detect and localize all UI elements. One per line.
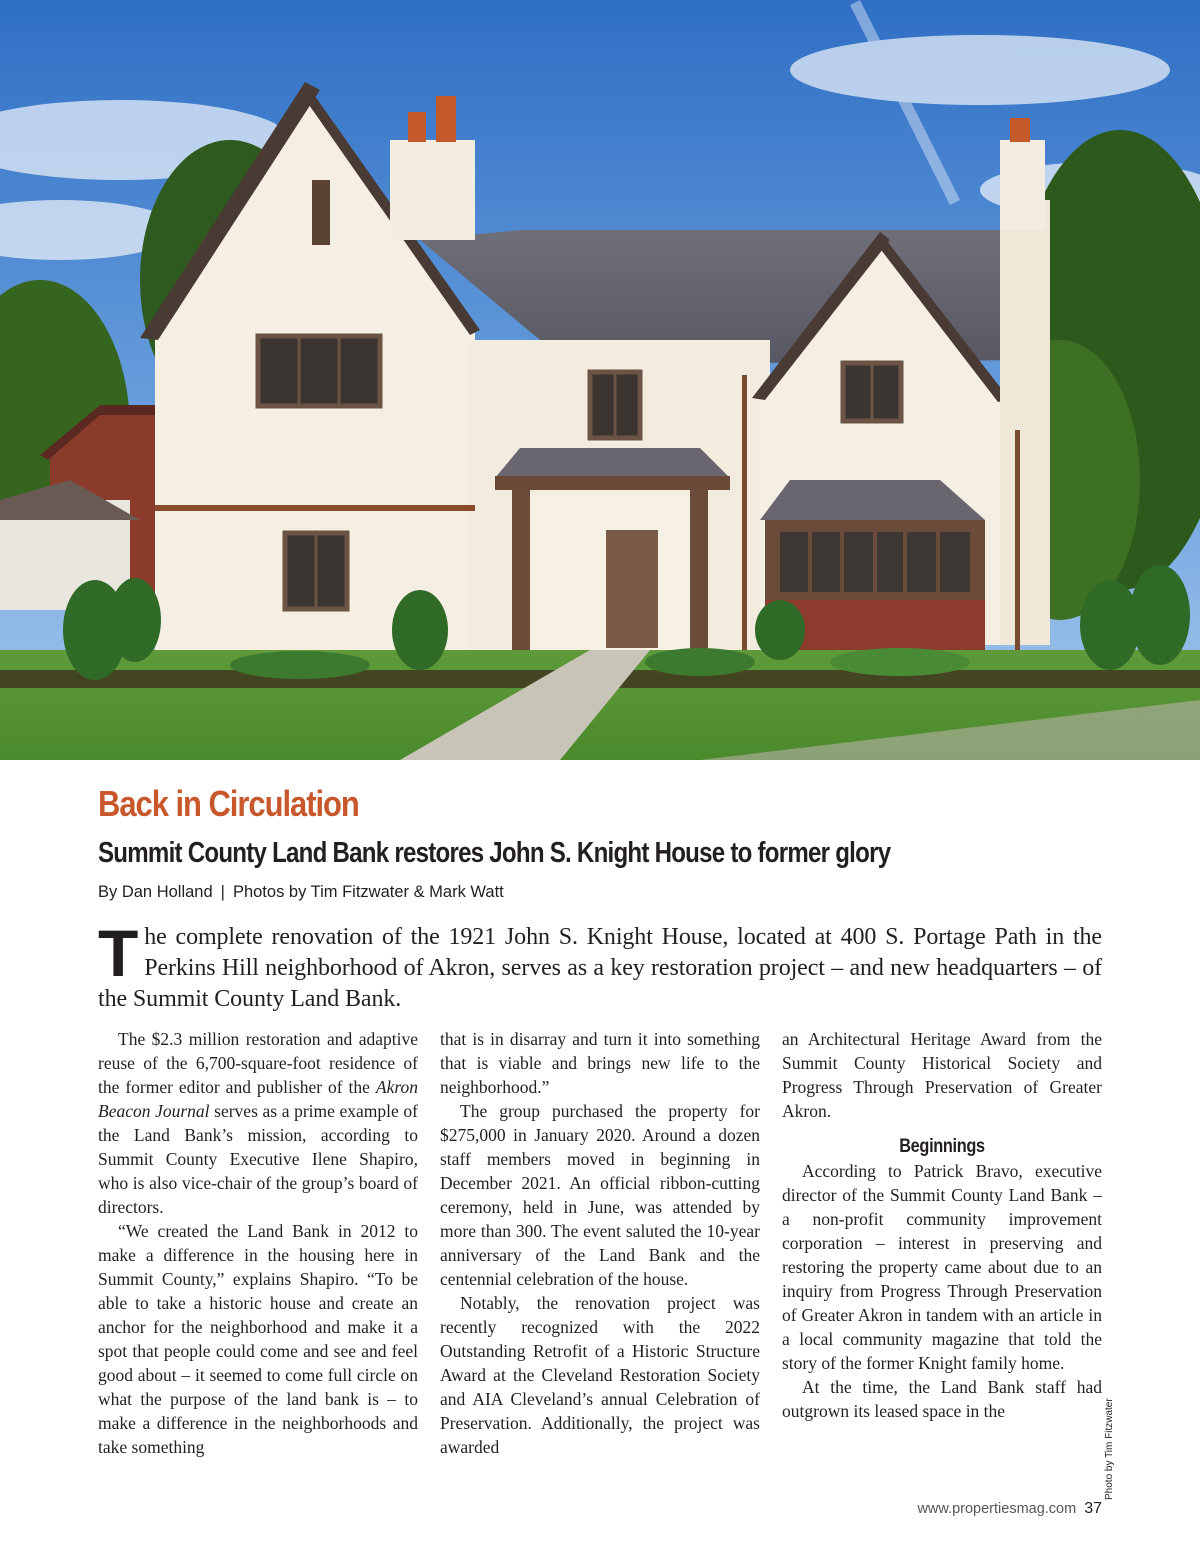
lede-text: he complete renovation of the 1921 John S. Knight House, located at 400 S. Portage Path in the Perkins Hill neighborhood of Akron, serves as a key restoration project – and new headquarters – of the Summit County Land Bank. (98, 924, 1102, 1012)
paragraph: The group purchased the property for $275,000 in January 2020. Around a dozen staff members moved in beginning in December 2021. An official ribbon-cutting ceremony, held in June, was attended by more than 300. The event saluted the 10-year anniversary of the Land Bank and the centennial celebration of the house. (440, 1101, 760, 1289)
section-heading: Beginnings (899, 1136, 985, 1157)
photo-credit: Photo by Tim Fitzwater (1104, 1398, 1115, 1500)
byline (98, 880, 1102, 904)
paragraph-text: serves as a prime example of the Land Bank’s mission, according to Summit County Executive Ilene Shapiro, who is also vice-chair of the group’s board of directors. (98, 1101, 418, 1217)
publication-title: Akron Beacon Journal (98, 1077, 418, 1121)
paragraph-text: The $2.3 million restoration and adaptive reuse of the 6,700-square-foot residence of the former editor and publisher of the (98, 1029, 418, 1097)
paragraph: Notably, the renovation project was recently recognized with the 2022 Outstanding Retrofit of a Historic Structure Award at the Cleveland Restoration Society and AIA Cleveland’s annual Celebration of Preservation. Additionally, the project was awarded (440, 1293, 760, 1457)
article-kicker: Back in Circulation (98, 783, 359, 824)
drop-cap: T (98, 916, 139, 990)
page-footer (917, 1497, 1102, 1521)
byline-photos: Photos by Tim Fitzwater & Mark Watt (232, 883, 504, 901)
hero-photo (0, 0, 1200, 760)
paragraph: “We created the Land Bank in 2012 to make a difference in the housing here in Summit County,” explains Shapiro. “To be able to take a historic house and create an anchor for the neighborhood and make it a spot that people could come and see and feel good about – it seemed to come full circle on what the purpose of the land bank is – to make a difference in the neighborhoods and take something (98, 1221, 418, 1457)
page-number: 37 (1084, 1500, 1102, 1517)
paragraph: According to Patrick Bravo, executive director of the Summit County Land Bank – a non-profit community improvement corporation – interest in preserving and restoring the property came about due to an inquiry from Progress Through Preservation of Greater Akron in tandem with an article in a local community magazine that told the story of the former Knight family home. (782, 1161, 1102, 1373)
house-illustration (0, 0, 1200, 760)
body-columns (98, 1027, 1102, 1477)
byline-separator: | (220, 883, 225, 901)
article-headline: Summit County Land Bank restores John S. Knight House to former glory (98, 837, 891, 869)
column-1 (98, 1027, 418, 1477)
footer-url: www.propertiesmag.com (917, 1501, 1077, 1517)
column-3 (782, 1027, 1102, 1477)
column-2 (440, 1027, 760, 1477)
lede-paragraph (98, 916, 1102, 1015)
paragraph: that is in disarray and turn it into something that is viable and brings new life to the neighborhood.” (440, 1029, 760, 1097)
paragraph (98, 1027, 418, 1219)
paragraph: an Architectural Heritage Award from the Summit County Historical Society and Progress Through Preservation of Greater Akron. (782, 1029, 1102, 1121)
byline-author: By Dan Holland (98, 883, 213, 901)
paragraph: At the time, the Land Bank staff had outgrown its leased space in the (782, 1377, 1102, 1421)
